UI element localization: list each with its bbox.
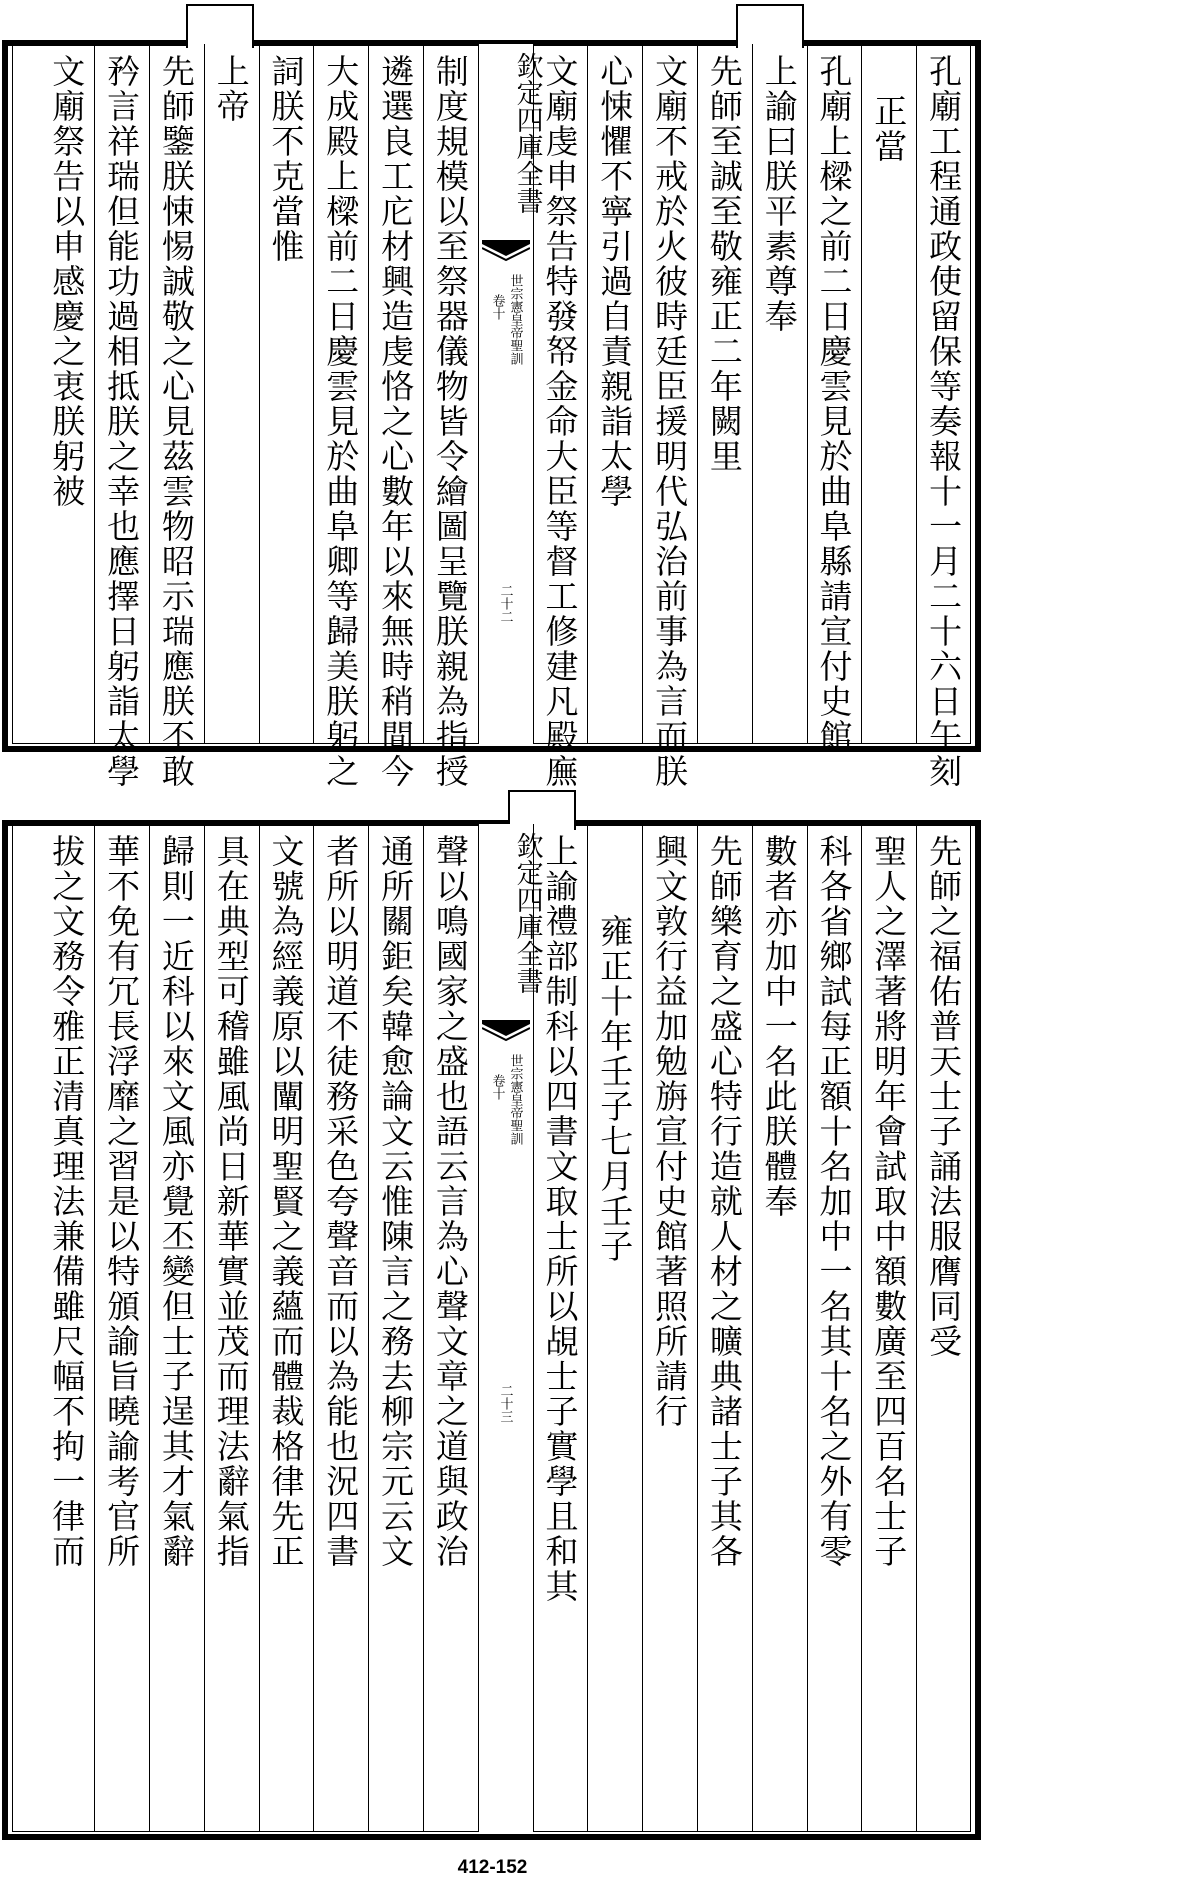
- column-divider: [587, 44, 588, 744]
- text-column: 文號為經義原以闡明聖賢之義蘊而體裁格律先正: [266, 834, 306, 1569]
- column-divider: [861, 824, 862, 1832]
- text-column: 者所以明道不徒務采色夸聲音而以為能也況四書: [321, 834, 361, 1569]
- text-column: 先師之福佑普天士子誦法服膺同受: [924, 834, 964, 1359]
- column-divider: [807, 44, 808, 744]
- column-divider: [149, 44, 150, 744]
- column-divider: [642, 44, 643, 744]
- text-column: 文廟虔申祭告特發帑金命大臣等督工修建凡殿廡: [540, 54, 580, 789]
- text-column: 歸則一近科以來文風亦覺丕變但士子逞其才氣辭: [156, 834, 196, 1569]
- column-divider: [697, 44, 698, 744]
- column-divider: [204, 824, 205, 1832]
- column-divider: [752, 44, 753, 744]
- top-tab-right: [736, 4, 804, 48]
- text-column: 上諭禮部制科以四書文取士所以覘士子實學且和其: [540, 834, 580, 1604]
- top-page-gutter: [478, 44, 543, 744]
- text-column: 孔廟上樑之前二日慶雲見於曲阜縣請宣付史館: [814, 54, 854, 754]
- column-divider: [94, 44, 95, 744]
- text-column: 上諭曰朕平素尊奉: [759, 54, 799, 334]
- gutter-volume: 卷十: [489, 1074, 505, 1100]
- text-column: 拔之文務令雅正清真理法兼備雖尺幅不拘一律而: [47, 834, 87, 1569]
- bottom-page-gutter: [478, 824, 543, 1832]
- gutter-section: 世宗憲皇帝聖訓: [507, 1054, 523, 1145]
- column-divider: [916, 44, 917, 744]
- gutter-title: 欽定四庫全書: [511, 832, 543, 994]
- column-divider: [423, 824, 424, 1832]
- column-divider: [533, 44, 534, 744]
- text-column: 上帝: [211, 54, 251, 124]
- gutter-volume: 卷十: [489, 294, 505, 320]
- column-divider: [642, 824, 643, 1832]
- column-divider: [149, 824, 150, 1832]
- text-column: 文廟祭告以申感慶之衷朕躬被: [47, 54, 87, 509]
- column-divider: [368, 824, 369, 1832]
- top-tab-left: [186, 4, 254, 48]
- text-column: 孔廟工程通政使留保等奏報十一月二十六日午刻: [924, 54, 964, 789]
- text-column: 科各省鄉試每正額十名加中一名其十名之外有零: [814, 834, 854, 1569]
- column-divider: [204, 44, 205, 744]
- gutter-title: 欽定四庫全書: [511, 52, 543, 214]
- text-column: 雍正十年壬子七月壬子: [595, 914, 635, 1264]
- column-divider: [697, 824, 698, 1832]
- text-column: 詞朕不克當惟: [266, 54, 306, 264]
- text-column: 聖人之澤著將明年會試取中額數廣至四百名士子: [869, 834, 909, 1569]
- fish-tail-mark-icon: [482, 240, 530, 264]
- text-column: 通所關鉅矣韓愈論文云惟陳言之務去柳宗元云文: [376, 834, 416, 1569]
- text-column: 先師至誠至敬雍正二年闕里: [704, 54, 744, 474]
- text-column: 大成殿上樑前二日慶雲見於曲阜卿等歸美朕躬之: [321, 54, 361, 789]
- gutter-section: 世宗憲皇帝聖訓: [507, 274, 523, 365]
- column-divider: [587, 824, 588, 1832]
- column-divider: [916, 824, 917, 1832]
- text-column: 正當: [869, 94, 909, 164]
- text-column: 興文敦行益加勉旃宣付史館著照所請行: [650, 834, 690, 1429]
- bottom-page: [0, 786, 985, 1846]
- column-divider: [368, 44, 369, 744]
- text-column: 先師鑒朕悚惕誠敬之心見茲雲物昭示瑞應朕不敢: [156, 54, 196, 789]
- text-column: 華不免有冗長浮靡之習是以特頒諭旨曉諭考官所: [102, 834, 142, 1569]
- fish-tail-mark-icon: [482, 1020, 530, 1044]
- text-column: 文廟不戒於火彼時廷臣援明代弘治前事為言而朕: [650, 54, 690, 789]
- gutter-page-number: 二十三: [497, 1384, 513, 1423]
- text-column: 聲以鳴國家之盛也語云言為心聲文章之道與政治: [430, 834, 470, 1569]
- text-column: 制度規模以至祭器儀物皆令繪圖呈覽朕親為指授: [430, 54, 470, 789]
- text-column: 具在典型可稽雖風尚日新華實並茂而理法辭氣指: [211, 834, 251, 1569]
- column-divider: [313, 824, 314, 1832]
- top-page: [0, 0, 985, 789]
- column-divider: [478, 44, 479, 744]
- column-divider: [313, 44, 314, 744]
- text-column: 心悚懼不寧引過自責親詣太學: [595, 54, 635, 509]
- text-column: 矜言祥瑞但能功過相抵朕之幸也應擇日躬詣太學: [102, 54, 142, 789]
- page-number: 412-152: [457, 1857, 528, 1878]
- column-divider: [807, 824, 808, 1832]
- text-column: 遴選良工庀材興造虔恪之心數年以來無時稍間今: [376, 54, 416, 789]
- column-divider: [94, 824, 95, 1832]
- column-divider: [752, 824, 753, 1832]
- column-divider: [861, 44, 862, 744]
- column-divider: [423, 44, 424, 744]
- column-divider: [533, 824, 534, 1832]
- gutter-page-number: 二十二: [497, 584, 513, 623]
- text-column: 先師樂育之盛心特行造就人材之曠典諸士子其各: [704, 834, 744, 1569]
- column-divider: [478, 824, 479, 1832]
- column-divider: [259, 44, 260, 744]
- column-divider: [259, 824, 260, 1832]
- text-column: 數者亦加中一名此朕體奉: [759, 834, 799, 1219]
